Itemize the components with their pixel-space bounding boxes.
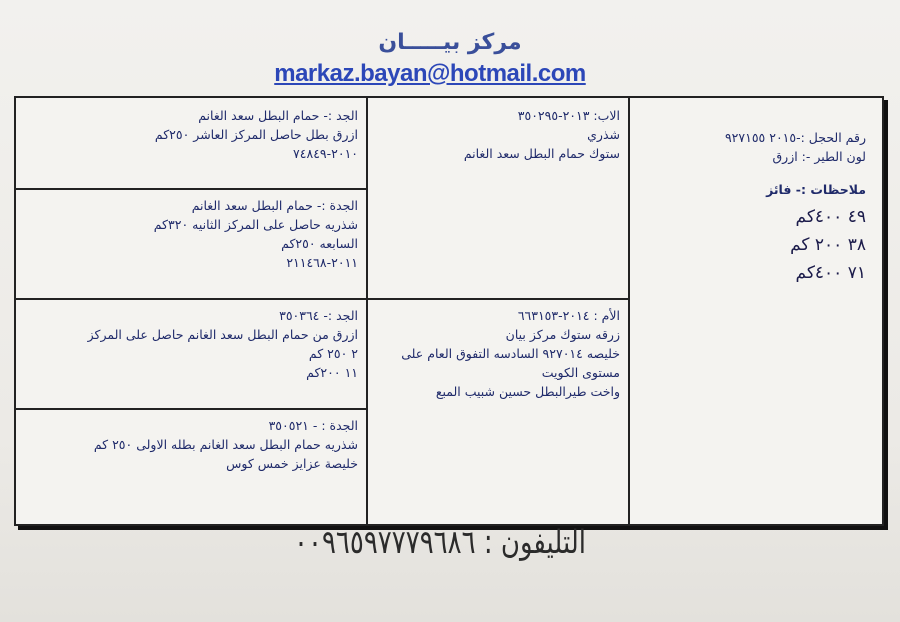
divider-right: [628, 98, 630, 524]
ring-number: رقم الحجل :-٢٠١٥ ٩٢٧١٥٥: [724, 130, 866, 145]
center-email: markaz.bayan@hotmail.com: [274, 60, 586, 87]
grandmother-mother-side: [24, 416, 358, 473]
center-name: مركز بيـــــان: [378, 30, 522, 55]
father-color: شذري: [587, 127, 620, 142]
grand-line: ٢ ٢٥٠ كم: [308, 346, 358, 361]
result-item: ٣٨ ٢٠٠ كم: [790, 235, 866, 255]
result-item: ٤٩ ٤٠٠كم: [795, 207, 866, 227]
mother-cell: [374, 306, 620, 401]
father-ring: الاب: ٢٠١٣-٣٥٠٢٩٥: [517, 108, 620, 123]
grand-line: الجدة : - ٣٥٠٥٢١: [268, 418, 358, 433]
mother-ring: الأم : ٢٠١٤-٦٦٣١٥٣: [517, 308, 620, 323]
divider-grand-bottom: [16, 408, 368, 410]
mother-line: مستوى الكويت: [541, 365, 620, 380]
grandfather-father-side: [24, 106, 358, 163]
grandfather-mother-side: [24, 306, 358, 382]
result-item: ٧١ ٤٠٠كم: [795, 263, 866, 283]
grand-line: شذريه حاصل على المركز الثانيه ٣٢٠كم: [153, 217, 358, 232]
mother-line: خليصه ٩٢٧٠١٤ السادسه التفوق العام على: [401, 346, 620, 361]
phone-number: التليفون : ٠٠٩٦٥٩٧٧٧٩٦٨٦: [294, 524, 586, 562]
divider-grand-top: [16, 188, 368, 190]
pedigree-sheet: [14, 96, 884, 526]
grand-line: الجد :- ٣٥٠٣٦٤: [279, 308, 358, 323]
grand-line: الجدة :- حمام البطل سعد الغانم: [191, 198, 358, 213]
father-cell: [374, 106, 620, 163]
grand-line: ٢٠١١-٢١١٤٦٨: [286, 255, 358, 270]
mother-line: زرقه ستوك مركز بيان: [505, 327, 620, 342]
grand-line: شذريه حمام البطل سعد الغانم بطله الاولى ٢٥٠ كم: [93, 437, 358, 452]
bird-info: [638, 128, 866, 287]
grand-line: الجد :- حمام البطل سعد الغانم: [198, 108, 358, 123]
divider-parents: [16, 298, 630, 300]
divider-middle: [366, 98, 368, 524]
bird-color: لون الطير -: ازرق: [772, 149, 866, 164]
grand-line: ١١ ٢٠٠كم: [306, 365, 358, 380]
grand-line: ازرق من حمام البطل سعد الغانم حاصل على المركز: [87, 327, 358, 342]
mother-line: واخت طيرالبطل حسين شبيب المبع: [435, 384, 620, 399]
grand-line: السابعه ٢٥٠كم: [281, 236, 358, 251]
notes-label: ملاحظات :- فائز: [766, 182, 866, 197]
grand-line: ٢٠١٠-٧٤٨٤٩: [293, 146, 358, 161]
grand-line: خليصة عزايز خمس كوس: [226, 456, 358, 471]
grandmother-father-side: [24, 196, 358, 272]
grand-line: ازرق بطل حاصل المركز العاشر ٢٥٠كم: [154, 127, 358, 142]
father-origin: ستوك حمام البطل سعد الغانم: [463, 146, 620, 161]
